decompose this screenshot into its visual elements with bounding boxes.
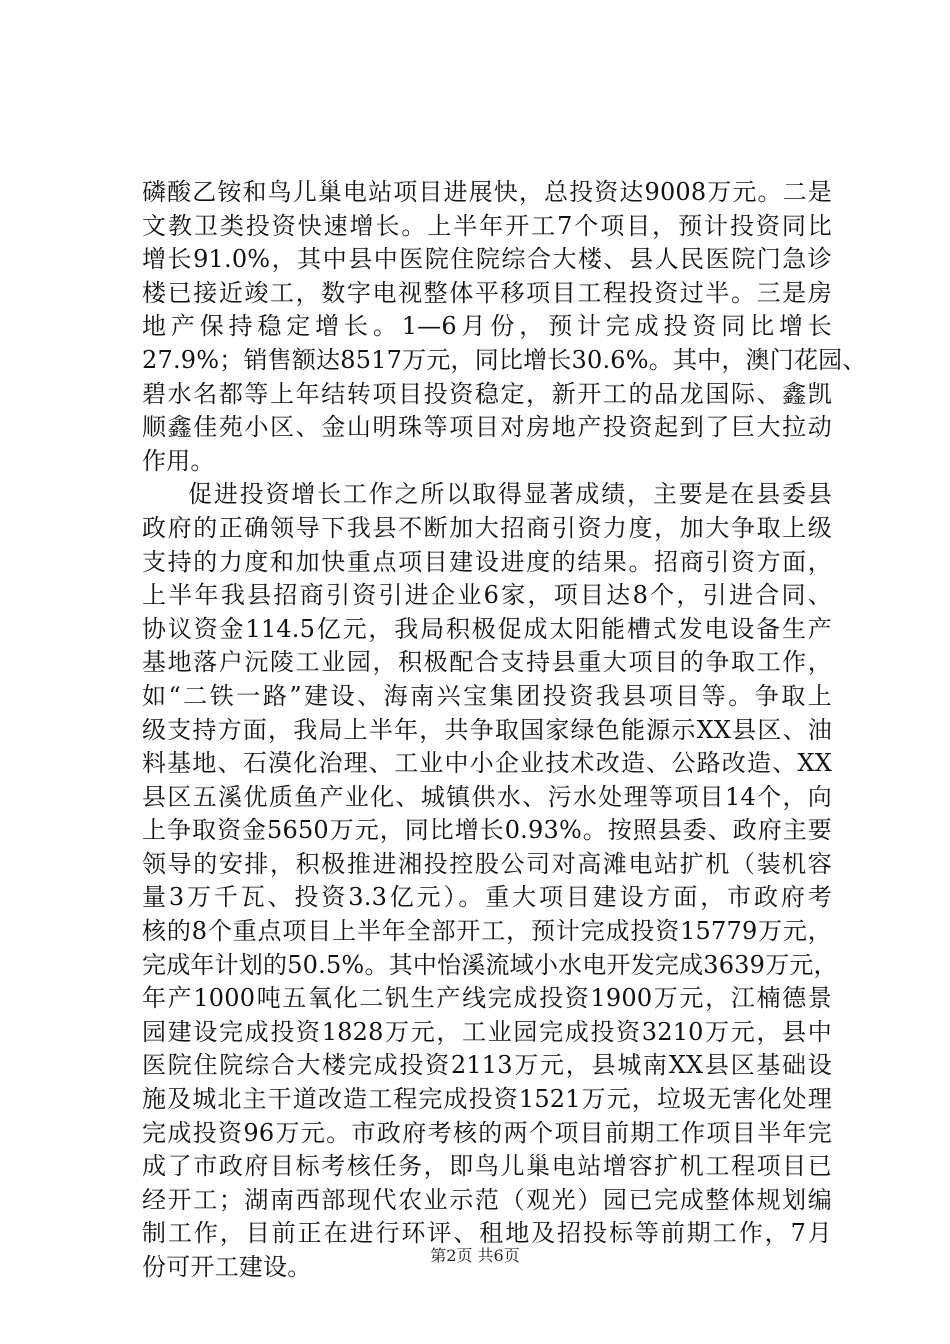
text-line: 成了市政府目标考核任务，即鸟儿巢电站增容扩机工程项目已: [142, 1152, 832, 1181]
text-line: 楼已接近竣工，数字电视整体平移项目工程投资过半。三是房: [142, 278, 832, 307]
text-line: 级支持方面，我局上半年，共争取国家绿色能源示XX县区、油: [142, 715, 832, 744]
text-line: 料基地、石漠化治理、工业中小企业技术改造、公路改造、XX: [142, 749, 832, 778]
paragraph-first-line: 促进投资增长工作之所以取得显著成绩，主要是在县委县: [188, 480, 832, 509]
text-line: 27.9%；销售额达8517万元，同比增长30.6%。其中，澳门花园、: [142, 345, 867, 374]
text-line: 如“二铁一路”建设、海南兴宝集团投资我县项目等。争取上: [142, 681, 832, 710]
text-line: 作用。: [142, 446, 215, 475]
text-line: 上争取资金5650万元，同比增长0.93%。按照县委、政府主要: [142, 816, 832, 845]
text-line: 制工作，目前正在进行环评、租地及招投标等前期工作，7月: [142, 1219, 832, 1248]
text-line: 基地落户沅陵工业园，积极配合支持县重大项目的争取工作，: [142, 648, 832, 677]
text-line: 地产保持稳定增长。1—6月份，预计完成投资同比增长: [142, 312, 832, 341]
text-line: 领导的安排，积极推进湘投控股公司对高滩电站扩机（装机容: [142, 849, 832, 878]
text-line: 协议资金114.5亿元，我局积极促成太阳能槽式发电设备生产: [142, 614, 832, 643]
text-line: 核的8个重点项目上半年全部开工，预计完成投资15779万元，: [142, 917, 832, 946]
text-line: 顺鑫佳苑小区、金山明珠等项目对房地产投资起到了巨大拉动: [142, 413, 832, 442]
text-line: 增长91.0%，其中县中医院住院综合大楼、县人民医院门急诊: [142, 245, 832, 274]
document-body: [142, 176, 867, 1285]
text-line: 支持的力度和加快重点项目建设进度的结果。招商引资方面，: [142, 547, 832, 576]
page-footer: 第2页 共6页: [430, 1246, 520, 1265]
text-line: 医院住院综合大楼完成投资2113万元，县城南XX县区基础设: [142, 1051, 832, 1080]
text-line: 文教卫类投资快速增长。上半年开工7个项目，预计投资同比: [142, 211, 832, 240]
text-line: 经开工；湖南西部现代农业示范（观光）园已完成整体规划编: [142, 1185, 832, 1214]
text-line: 碧水名都等上年结转项目投资稳定，新开工的品龙国际、鑫凯: [142, 379, 832, 408]
text-line: 政府的正确领导下我县不断加大招商引资力度，加大争取上级: [142, 513, 832, 542]
text-line: 县区五溪优质鱼产业化、城镇供水、污水处理等项目14个，向: [142, 782, 832, 811]
text-line: 量3万千瓦、投资3.3亿元）。重大项目建设方面，市政府考: [142, 883, 832, 912]
text-line: 完成年计划的50.5%。其中怡溪流域小水电开发完成3639万元，: [142, 950, 838, 979]
text-line: 施及城北主干道改造工程完成投资1521万元，垃圾无害化处理: [142, 1085, 832, 1114]
text-line: 份可开工建设。: [142, 1253, 312, 1281]
text-line: 磷酸乙铵和鸟儿巢电站项目进展快，总投资达9008万元。二是: [142, 178, 832, 206]
text-line: 年产1000吨五氧化二钒生产线完成投资1900万元，江楠德景: [142, 984, 832, 1013]
text-line: 上半年我县招商引资引进企业6家，项目达8个，引进合同、: [142, 581, 832, 610]
text-line: 完成投资96万元。市政府考核的两个项目前期工作项目半年完: [142, 1118, 832, 1147]
text-line: 园建设完成投资1828万元，工业园完成投资3210万元，县中: [142, 1017, 832, 1046]
